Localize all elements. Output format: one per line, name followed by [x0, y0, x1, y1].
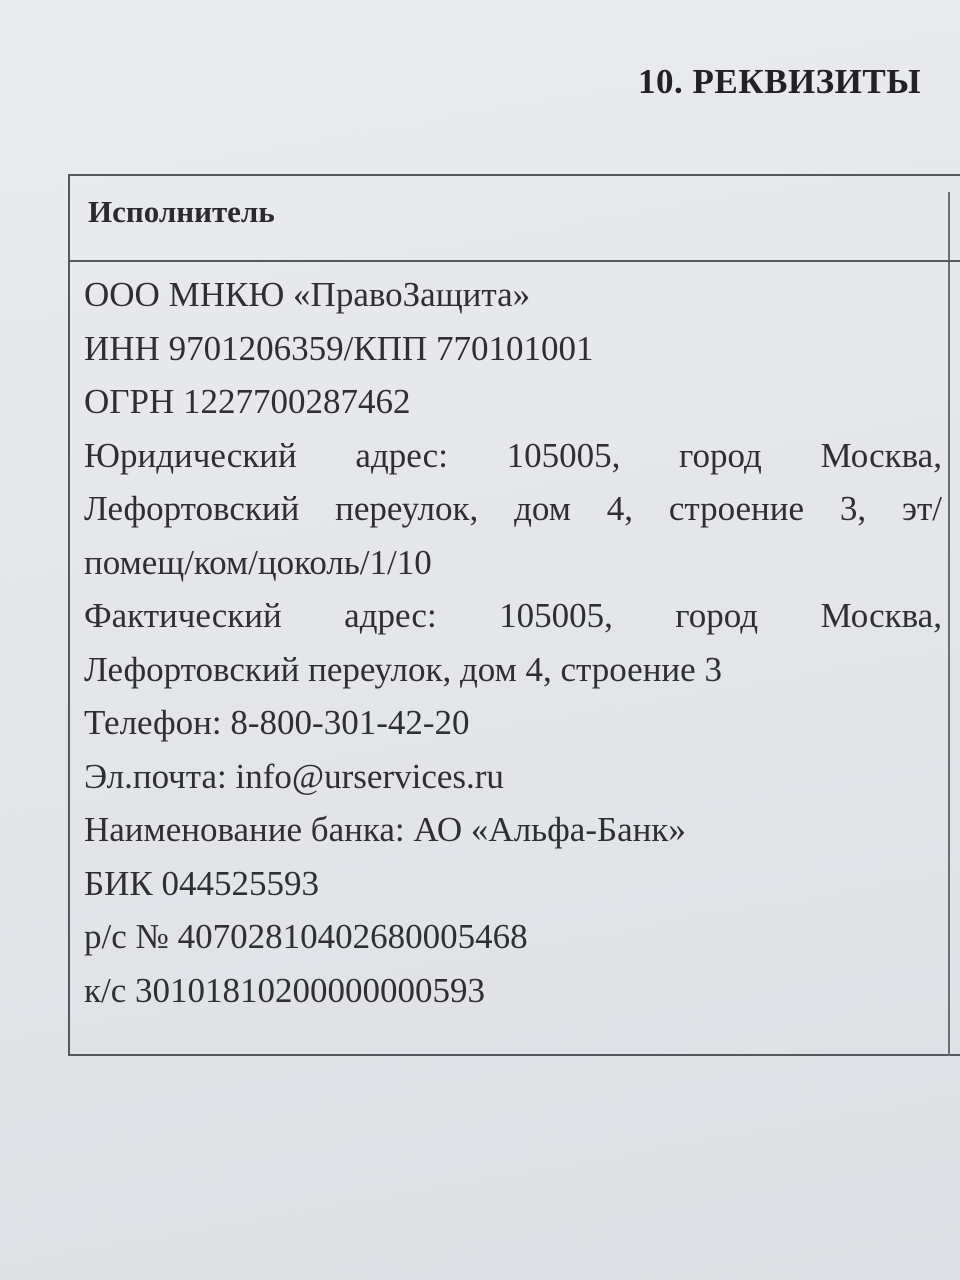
inn-kpp: ИНН 9701206359/КПП 770101001 — [84, 328, 594, 368]
correspondent-account: к/с 30101810200000000593 — [84, 970, 486, 1010]
legal-address-word: строение — [668, 489, 805, 528]
bik: БИК 044525593 — [84, 863, 319, 903]
company-name: ООО МНКЮ «ПравоЗащита» — [84, 275, 531, 314]
legal-address-word: Юридический — [84, 435, 297, 475]
phone: Телефон: 8-800-301-42-20 — [84, 703, 470, 742]
legal-address-word: Лефортовский — [84, 489, 300, 528]
bank-name: Наименование банка: АО «Альфа-Банк» — [84, 810, 686, 849]
table-header-row — [70, 176, 960, 262]
requisites-table — [68, 174, 960, 1056]
ogrn: ОГРН 1227700287462 — [84, 382, 411, 421]
actual-address-line-1 — [84, 589, 942, 643]
section-title: 10. РЕКВИЗИТЫ — [638, 62, 922, 101]
column-divider — [948, 192, 950, 1056]
legal-address-word: 4, — [606, 489, 633, 528]
executor-details-cell — [84, 268, 942, 1017]
legal-address-word: город — [679, 435, 762, 475]
settlement-account: р/с № 40702810402680005468 — [84, 917, 528, 956]
actual-address-word: адрес: — [344, 596, 437, 635]
legal-address-line-3: помещ/ком/цоколь/1/10 — [84, 542, 432, 582]
legal-address-line-2 — [84, 482, 942, 536]
legal-address-word: эт/ — [901, 489, 942, 528]
executor-header: Исполнитель — [88, 194, 275, 229]
actual-address-line-2: Лефортовский переулок, дом 4, строение 3 — [84, 649, 722, 689]
legal-address-word: переулок, — [335, 489, 479, 528]
legal-address-line-1 — [84, 429, 942, 483]
legal-address-word: дом — [514, 489, 571, 528]
legal-address-word: адрес: — [355, 435, 448, 475]
actual-address-word: Москва, — [820, 596, 942, 635]
legal-address-word: 105005, — [506, 435, 621, 475]
actual-address-word: город — [675, 596, 759, 635]
actual-address-word: 105005, — [499, 596, 613, 635]
actual-address-word: Фактический — [84, 596, 282, 635]
legal-address-word: 3, — [839, 489, 867, 528]
legal-address-word: Москва, — [820, 435, 942, 475]
email: Эл.почта: info@urservices.ru — [84, 756, 504, 796]
